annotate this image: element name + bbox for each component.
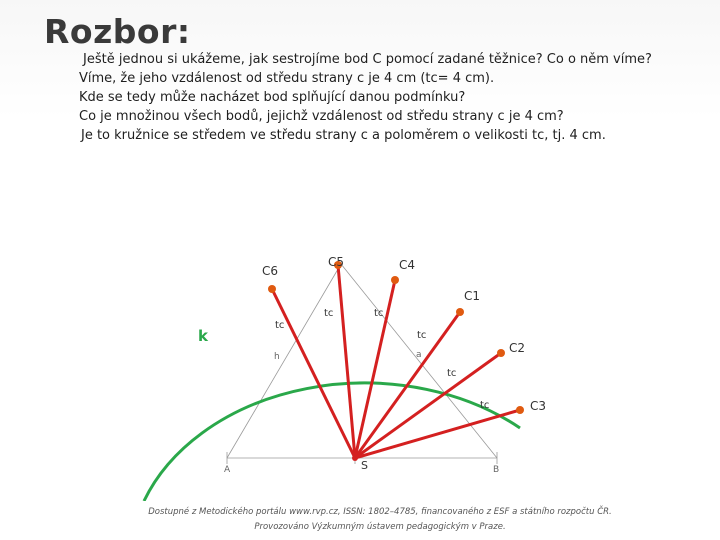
- point-marker-c1: [456, 308, 464, 316]
- segment-label-tc-c5: tc: [324, 308, 334, 319]
- slide-title: Rozbor:: [44, 12, 191, 51]
- side-b-line: [227, 264, 341, 458]
- construction-diagram: [112, 176, 609, 501]
- point-label-c5: C5: [328, 255, 345, 269]
- vertex-label-b: B: [493, 465, 500, 475]
- circle-arc-k: [144, 383, 520, 501]
- point-label-c6: C6: [262, 264, 279, 278]
- median-segment-c3: [355, 410, 520, 458]
- aux-label-h: h: [274, 352, 280, 362]
- paragraph-question: Ještě jednou si ukážeme, jak sestrojíme bod C pomocí zadané těžnice? Co o něm víme?: [83, 52, 652, 67]
- paragraph-locus-question: Co je množinou všech bodů, jejichž vzdálenost od středu strany c je 4 cm?: [79, 109, 564, 124]
- segment-label-tc-c3: tc: [480, 400, 490, 411]
- point-marker-c2: [497, 349, 505, 357]
- point-label-c2: C2: [509, 341, 526, 355]
- point-label-c4: C4: [399, 258, 416, 272]
- center-point-s: [352, 455, 358, 461]
- circle-label-k: k: [198, 327, 208, 345]
- point-label-c3: C3: [530, 399, 547, 413]
- aux-label-a: a: [416, 350, 422, 360]
- point-marker-c4: [391, 276, 399, 284]
- center-label-s: S: [361, 459, 368, 472]
- footer-line-2: Provozováno Výzkumným ústavem pedagogickým v Praze.: [254, 522, 506, 532]
- vertex-label-a: A: [224, 465, 231, 475]
- analysis-text: [79, 50, 709, 145]
- construction-figure: [112, 176, 609, 501]
- footer-line-1: Dostupné z Metodického portálu www.rvp.cz, ISSN: 1802–4785, financovaného z ESF a státního rozpočtu ČR.: [148, 507, 612, 517]
- point-label-c1: C1: [464, 289, 481, 303]
- footer-attribution: [80, 505, 680, 535]
- point-marker-c3: [516, 406, 524, 414]
- paragraph-where: Kde se tedy může nacházet bod splňující danou podmínku?: [79, 90, 466, 105]
- median-segments: [272, 265, 520, 458]
- paragraph-locus-answer: Je to kružnice se středem ve středu strany c a poloměrem o velikosti tc, tj. 4 cm.: [81, 128, 606, 143]
- segment-label-tc-c1: tc: [417, 330, 427, 341]
- point-marker-c6: [268, 285, 276, 293]
- segment-label-tc-c6: tc: [275, 320, 285, 331]
- segment-label-tc-c4: tc: [374, 308, 384, 319]
- segment-label-tc-c2: tc: [447, 368, 457, 379]
- paragraph-distance: Víme, že jeho vzdálenost od středu strany c je 4 cm (tc= 4 cm).: [79, 71, 495, 86]
